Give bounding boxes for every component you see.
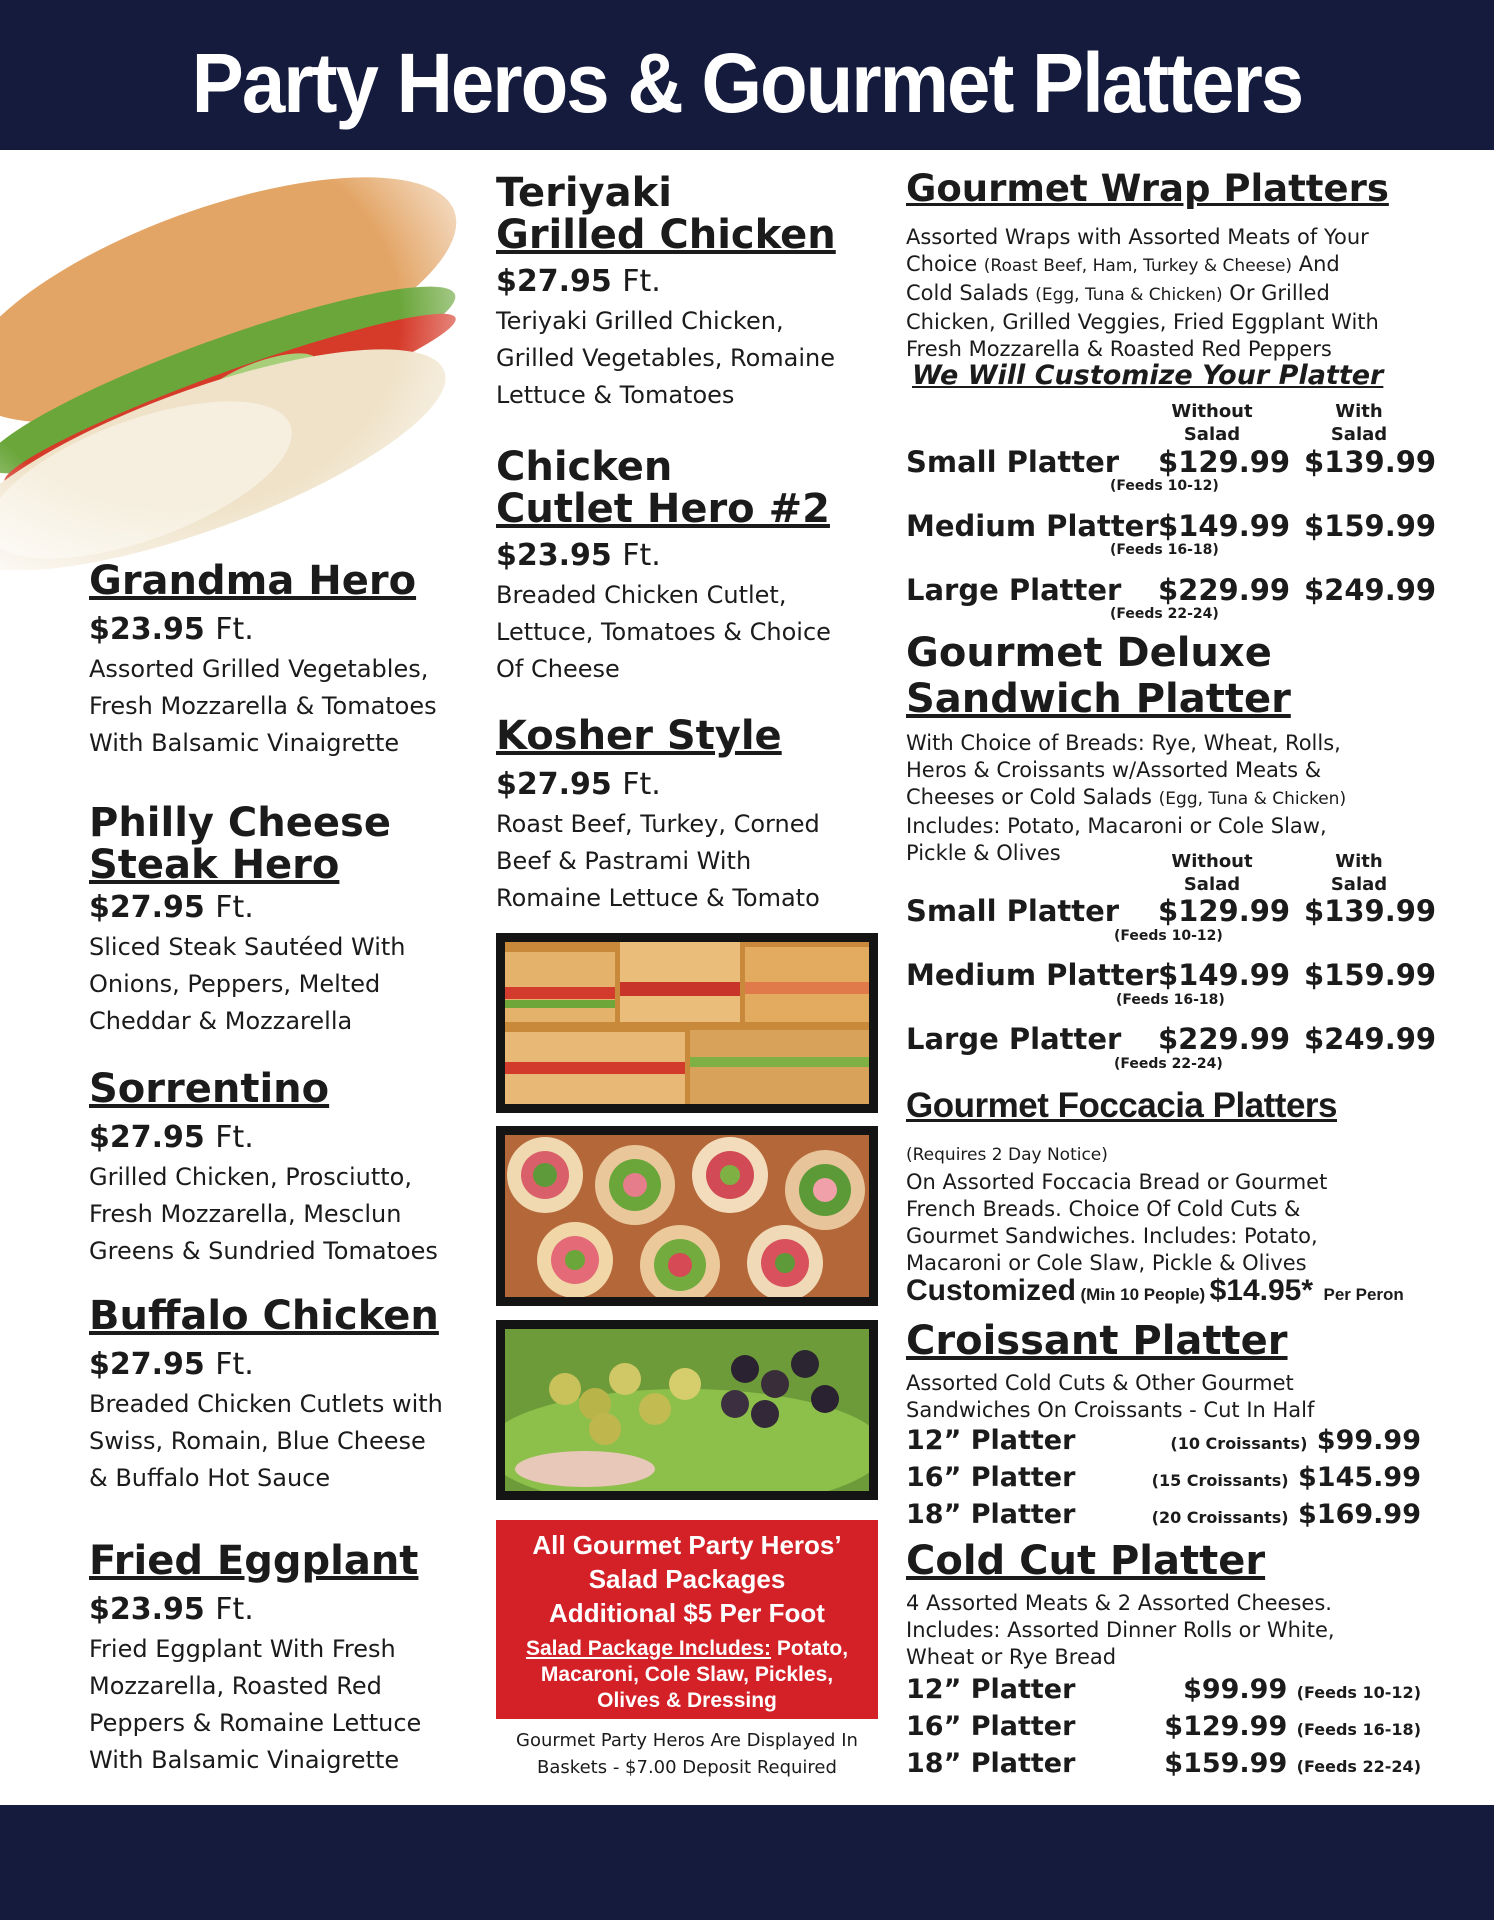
item-price: $23.95 Ft.: [89, 1592, 254, 1627]
item-price: $27.95 Ft.: [496, 767, 661, 802]
croissant-row-16: 16” Platter (15 Croissants) $145.99: [906, 1462, 1421, 1493]
item-price: $23.95 Ft.: [496, 538, 661, 573]
item-description: Teriyaki Grilled Chicken, Grilled Vegetables, Romaine Lettuce & Tomatoes: [496, 307, 835, 409]
footer-bar: [0, 1805, 1494, 1920]
item-price: $27.95 Ft.: [89, 1120, 254, 1155]
item-description: Roast Beef, Turkey, Corned Beef & Pastrami With Romaine Lettuce & Tomato: [496, 810, 820, 912]
menu-item-fried-eggplant: [89, 1540, 421, 1779]
item-title-line2: Grilled Chicken: [496, 212, 836, 258]
coldcut-row-18: 18” Platter $159.99 (Feeds 22-24): [906, 1748, 1421, 1779]
item-title-line2: Steak Hero: [89, 842, 340, 888]
menu-item-buffalo-chicken: [89, 1295, 443, 1497]
coldcut-rows: [906, 1674, 1421, 1785]
foccacia-description: (Requires 2 Day Notice) On Assorted Foccacia Bread or Gourmet French Breads. Choice Of Cold Cuts & Gourmet Sandwiches. Includes: Potato, Macaroni or Cole Slaw, Pickle & Olives: [906, 1145, 1328, 1275]
deluxe-description: With Choice of Breads: Rye, Wheat, Rolls, Heros & Croissants w/Assorted Meats & Cheeses or Cold Salads (Egg, Tuna & Chicken) Includes: Potato, Macaroni or Cole Slaw, Pickle & Olives: [906, 731, 1347, 865]
menu-item-teriyaki-chicken: [496, 172, 836, 414]
deluxe-feeds-small: (Feeds 10-12): [1114, 928, 1223, 944]
coldcut-description: 4 Assorted Meats & 2 Assorted Cheeses. Includes: Assorted Dinner Rolls or White, Wheat or Rye Bread: [906, 1591, 1335, 1669]
croissant-row-12: 12” Platter (10 Croissants) $99.99: [906, 1425, 1421, 1456]
item-title-line1: Chicken: [496, 444, 673, 490]
wraps-photo: [496, 1126, 878, 1306]
item-title: Grandma Hero: [89, 558, 417, 604]
customize-note: We Will Customize Your Platter: [912, 360, 1384, 391]
hero-sandwiches-photo: [496, 933, 878, 1113]
salad-line-2: Salad Packages: [588, 1564, 786, 1594]
salad-includes: Salad Package Includes: Potato,: [525, 1637, 849, 1660]
deluxe-header-without: Without Salad: [1171, 851, 1253, 896]
item-price: $23.95 Ft.: [89, 612, 254, 647]
salad-package-box: [496, 1520, 878, 1719]
item-description: Fried Eggplant With Fresh Mozzarella, Roasted Red Peppers & Romaine Lettuce With Balsamic Vinaigrette: [89, 1635, 422, 1774]
menu-item-grandma-hero: [89, 560, 437, 762]
wrap-feeds-medium: (Feeds 16-18): [1110, 542, 1219, 558]
item-description: Assorted Grilled Vegetables, Fresh Mozzarella & Tomatoes With Balsamic Vinaigrette: [89, 655, 437, 757]
item-price: $27.95 Ft.: [89, 1347, 254, 1382]
item-title: Fried Eggplant: [89, 1538, 419, 1584]
item-price: $27.95 Ft.: [89, 890, 254, 925]
coldcut-title: Cold Cut Platter: [906, 1538, 1266, 1584]
menu-item-chicken-cutlet: [496, 446, 831, 688]
croissant-row-18: 18” Platter (20 Croissants) $169.99: [906, 1499, 1421, 1530]
item-title: Sorrentino: [89, 1066, 330, 1112]
menu-item-sorrentino: [89, 1068, 438, 1270]
foccacia-title: Gourmet Foccacia Platters: [906, 1086, 1337, 1125]
header-without-salad: Without Salad: [1171, 401, 1253, 446]
croissant-description: Assorted Cold Cuts & Other Gourmet Sandwiches On Croissants - Cut In Half: [906, 1371, 1315, 1422]
item-description: Breaded Chicken Cutlet, Lettuce, Tomatoes & Choice Of Cheese: [496, 581, 831, 683]
deluxe-feeds-large: (Feeds 22-24): [1114, 1056, 1223, 1072]
wrap-feeds-large: (Feeds 22-24): [1110, 606, 1219, 622]
item-title-line1: Philly Cheese: [89, 800, 391, 846]
foccacia-pricing: Customized (Min 10 People) $14.95* Per Peron: [906, 1274, 1404, 1307]
menu-item-kosher-style: [496, 715, 820, 917]
deluxe-feeds-medium: (Feeds 16-18): [1116, 992, 1225, 1008]
header-banner: [0, 0, 1494, 150]
coldcut-row-12: 12” Platter $99.99 (Feeds 10-12): [906, 1674, 1421, 1705]
wrap-title: Gourmet Wrap Platters: [906, 167, 1389, 210]
wrap-feeds-small: (Feeds 10-12): [1110, 478, 1219, 494]
page-title: Party Heros & Gourmet Platters: [191, 35, 1303, 131]
croissant-title: Croissant Platter: [906, 1318, 1288, 1364]
olives-photo: [496, 1320, 878, 1500]
croissant-rows: [906, 1425, 1421, 1536]
wrap-description: Assorted Wraps with Assorted Meats of Your Choice (Roast Beef, Ham, Turkey & Cheese) And Cold Salads (Egg, Tuna & Chicken) Or Grilled Chicken, Grilled Veggies, Fried Eggplant With Fresh Mozzarella & Roasted Red Peppers: [906, 225, 1379, 361]
deluxe-header-with: With Salad: [1330, 851, 1388, 896]
coldcut-row-16: 16” Platter $129.99 (Feeds 16-18): [906, 1711, 1421, 1742]
sandwich-image: [0, 150, 500, 570]
deluxe-title-line2: Sandwich Platter: [906, 676, 1291, 722]
item-description: Sliced Steak Sautéed With Onions, Peppers, Melted Cheddar & Mozzarella: [89, 933, 406, 1035]
salad-line-3: Additional $5 Per Foot: [549, 1598, 825, 1628]
item-title: Kosher Style: [496, 713, 782, 759]
basket-note: Gourmet Party Heros Are Displayed In Baskets - $7.00 Deposit Required: [516, 1730, 858, 1778]
item-description: Breaded Chicken Cutlets with Swiss, Romain, Blue Cheese & Buffalo Hot Sauce: [89, 1390, 443, 1492]
item-title: Buffalo Chicken: [89, 1293, 439, 1339]
item-description: Grilled Chicken, Prosciutto, Fresh Mozzarella, Mesclun Greens & Sundried Tomatoes: [89, 1163, 438, 1265]
header-with-salad: With Salad: [1330, 401, 1388, 446]
item-title-line2: Cutlet Hero #2: [496, 486, 830, 532]
salad-line-1: All Gourmet Party Heros’: [532, 1530, 842, 1560]
deluxe-title-line1: Gourmet Deluxe: [906, 630, 1272, 676]
menu-item-philly-cheese-steak: [89, 802, 406, 1040]
salad-includes-3: Olives & Dressing: [597, 1689, 777, 1712]
item-price: $27.95 Ft.: [496, 264, 661, 299]
salad-includes-2: Macaroni, Cole Slaw, Pickles,: [540, 1663, 834, 1686]
item-title-line1: Teriyaki: [496, 170, 672, 216]
